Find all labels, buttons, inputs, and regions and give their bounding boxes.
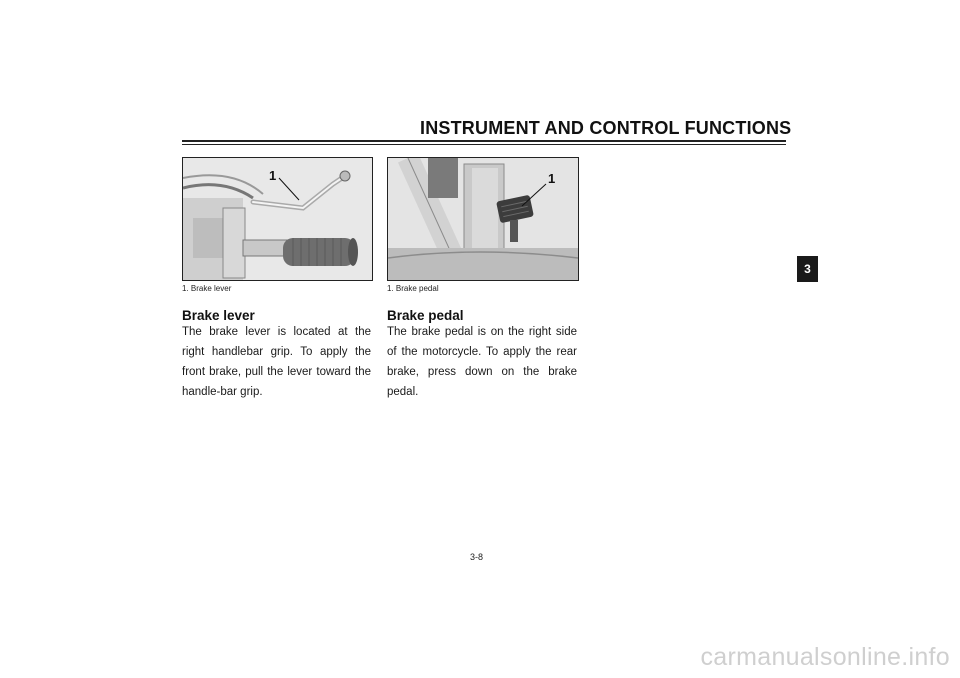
watermark: carmanualsonline.info [700, 643, 950, 671]
brake-pedal-heading: Brake pedal [387, 308, 464, 323]
brake-pedal-caption: 1. Brake pedal [387, 284, 439, 293]
header-rule [182, 140, 786, 142]
brake-pedal-callout: 1 [548, 171, 556, 186]
chapter-tab: 3 [797, 256, 818, 282]
brake-lever-body: The brake lever is located at the right handlebar grip. To apply the front brake, pull the lever toward the handle-bar grip. [182, 326, 371, 398]
brake-lever-callout: 1 [269, 168, 277, 183]
brake-lever-heading: Brake lever [182, 308, 255, 323]
header-rule-secondary [182, 144, 786, 145]
brake-pedal-illustration [388, 158, 578, 280]
brake-lever-caption: 1. Brake lever [182, 284, 232, 293]
brake-pedal-body: The brake pedal is on the right side of the motorcycle. To apply the rear brake, press down on the brake pedal. [387, 326, 577, 398]
brake-pedal-photo [387, 157, 579, 281]
brake-lever-photo [182, 157, 373, 281]
page-title: INSTRUMENT AND CONTROL FUNCTIONS [420, 118, 792, 138]
brake-lever-illustration [183, 158, 372, 280]
page-number: 3-8 [470, 552, 484, 562]
